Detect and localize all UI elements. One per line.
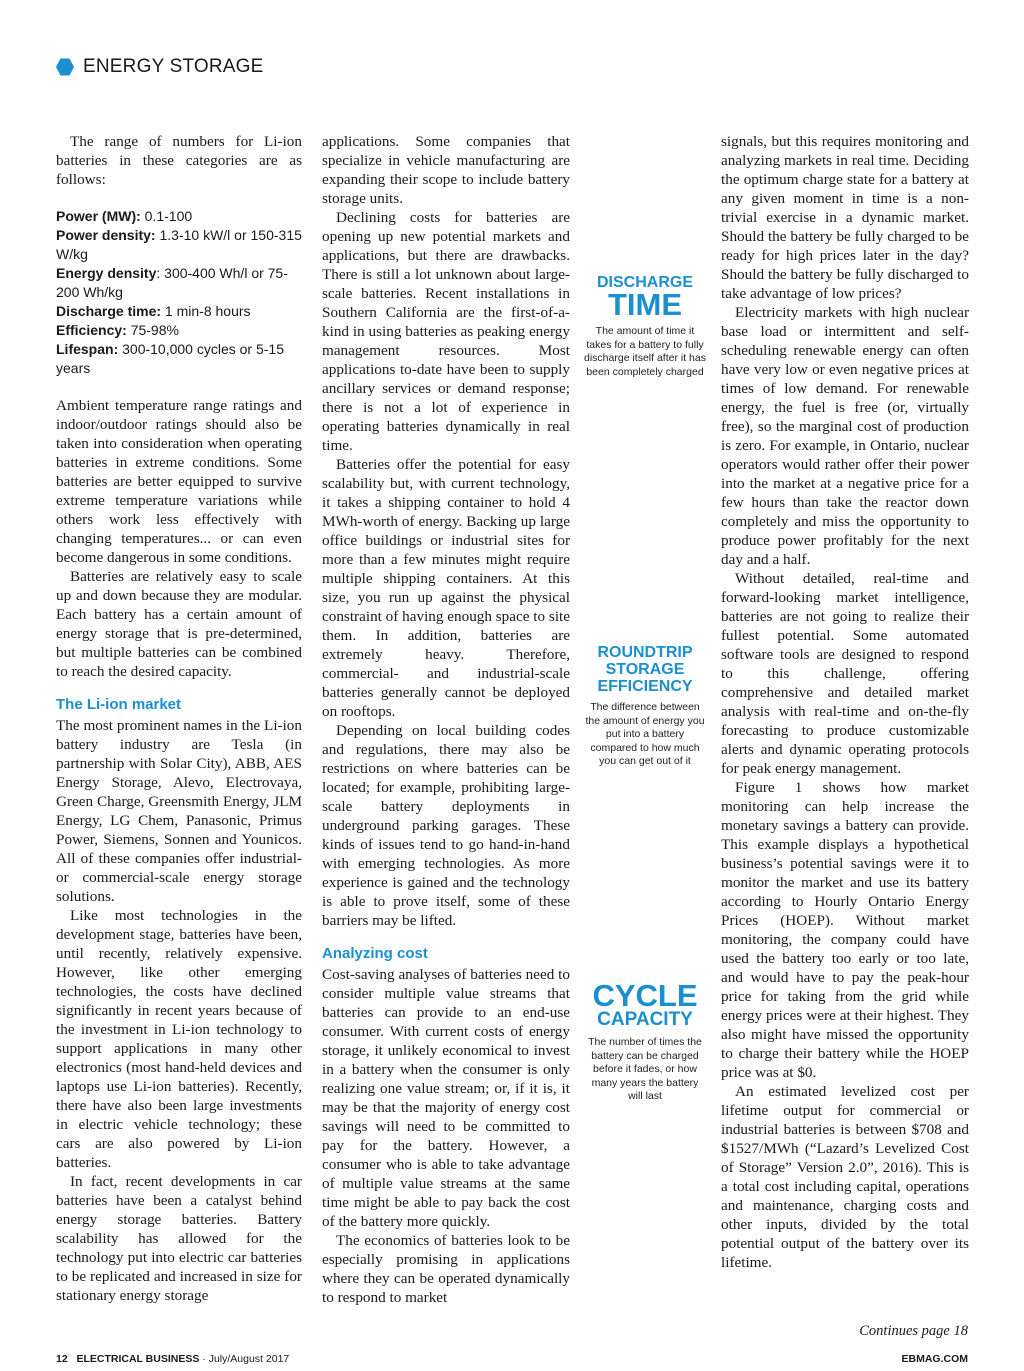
magazine-name: ELECTRICAL BUSINESS <box>76 1353 200 1365</box>
website[interactable]: EBMAG.COM <box>901 1353 968 1365</box>
subheading-li-ion-market: The Li-ion market <box>56 696 182 713</box>
body-paragraph: An estimated levelized cost per lifetime output for commercial or industrial batteries is between $708 and $1527/MWh (“Lazard’s Levelized Cost of Storage” Version 2.0”, 2016). This is a total cost including capital, operations and maintenance, charging costs and other inputs, divided by the total potential output of the battery over its lifetime. <box>721 1083 969 1271</box>
spec-item: Power density: 1.3-10 kW/l or 150-315 W/kg <box>56 227 302 262</box>
definition-term-big: CYCLE <box>592 978 698 1013</box>
body-paragraph: Declining costs for batteries are opening up new potential markets and applications, but there are drawbacks. There is still a lot unknown about large-scale batteries. Recent installations in Southern California are the first-of-a-kind in using batteries as peaking energy management resources. Most applications to-date have been to supply ancillary services or demand response; there is not a lot of experience in operating batteries dynamically in real time. <box>322 209 570 454</box>
definition-cycle-capacity <box>584 978 706 1104</box>
definition-roundtrip-efficiency <box>584 644 706 769</box>
definition-term-small: DISCHARGE <box>596 274 693 291</box>
subheading-analyzing-cost: Analyzing cost <box>322 945 428 962</box>
body-paragraph: Electricity markets with high nuclear base load or intermittent and self-scheduling renewable energy can often have very low or even negative prices at times of low demand. For renewable energy, the fuel is free (or, virtually free), so the marginal cost of production is zero. For example, in Ontario, nuclear operators would rather offer their power into the market at a negative price for a few hours than take the reactor down completely and miss the opportunity to produce power profitably for the next day and a half. <box>721 304 969 568</box>
body-paragraph: Without detailed, real-time and forward-looking market intelligence, batteries are not going to realize their fullest potential. Some automated software tools are designed to respond to this challenge, offering comprehensive and detailed market analysis with real-time and on-the-fly forecasting to produce customizable alerts and dynamic operating protocols for peak energy management. <box>721 570 969 777</box>
body-paragraph: Batteries offer the potential for easy scalability but, with current technology, it takes a shipping container to hold 4 MWh-worth of energy. Backing up large office buildings or industrial sites for more than a few minutes might require multiple shipping containers. At this size, you run up against the physical constraint of having enough space to site them. In addition, batteries are extremely heavy. Therefore, commercial- and industrial-scale batteries generally cannot be deployed on rooftops. <box>322 456 570 720</box>
definition-term-line: STORAGE <box>605 661 685 678</box>
column-4 <box>721 132 969 1272</box>
page-header <box>56 56 264 78</box>
definition-text: The difference between the amount of energy you put into a battery compared to how much you can get out of it <box>585 701 705 767</box>
footer-left <box>56 1353 289 1365</box>
section-title: ENERGY STORAGE <box>83 56 264 77</box>
body-paragraph: signals, but this requires monitoring and analyzing markets in real time. Deciding the optimum charge state for a battery at any given moment in time is a non-trivial exercise in a dynamic market. Should the battery be fully charged to be ready for high prices later in the day? Should the battery be fully discharged to take advantage of low prices? <box>721 133 969 302</box>
spec-list <box>56 207 302 378</box>
intro-paragraph: The range of numbers for Li-ion batteries in these categories are as follows: <box>56 133 302 188</box>
definition-term-line: ROUNDTRIP <box>597 644 693 661</box>
column-2 <box>322 132 570 1307</box>
spec-item: Efficiency: 75-98% <box>56 322 179 338</box>
continues-link[interactable]: Continues page 18 <box>859 1323 968 1339</box>
spec-item: Power (MW): 0.1-100 <box>56 208 193 224</box>
column-1 <box>56 132 302 1305</box>
issue-date: · July/August 2017 <box>199 1353 290 1365</box>
definition-text: The amount of time it takes for a battery to fully discharge itself after it has been completely charged <box>584 325 706 378</box>
body-paragraph: Cost-saving analyses of batteries need to consider multiple value streams that batteries can provide to an end-use consumer. With current costs of energy storage, it unlikely economical to invest in a battery when the consumer is only realizing one value stream; or, if it is, it may be that the majority of energy cost savings will need to be committed to pay for the battery. However, a consumer who is able to take advantage of multiple value streams at the same time might be able to pay back the cost of the battery more quickly. <box>322 966 570 1230</box>
body-paragraph: Like most technologies in the development stage, batteries have been, until recently, relatively expensive. However, like other emerging technologies, the costs have declined significantly in recent years because of the investment in Li-ion technology to support applications in many other electronics (most hand-held devices and laptops use Li-ion batteries). Recently, there have also been large investments in electric vehicle technology; these cars are also powered by Li-ion batteries. <box>56 907 302 1171</box>
definition-term-line: EFFICIENCY <box>597 678 693 695</box>
definition-text: The number of times the battery can be charged before it fades, or how many years the battery will last <box>588 1036 702 1102</box>
definition-term-small: CAPACITY <box>597 1009 693 1030</box>
definition-discharge-time <box>584 274 706 379</box>
definition-term-big: TIME <box>607 287 683 322</box>
body-paragraph: Ambient temperature range ratings and indoor/outdoor ratings should also be taken into consideration when operating batteries in extreme conditions. Some batteries are better equipped to survive extreme temperature variations while others work less effectively with changing temperatures... or can even become dangerous in some conditions. <box>56 397 302 566</box>
body-paragraph: In fact, recent developments in car batteries have been a catalyst behind energy storage batteries. Battery scalability has allowed for the technology put into electric car batteries to be replicated and increased in size for stationary energy storage <box>56 1173 302 1304</box>
body-paragraph: Figure 1 shows how market monitoring can help increase the monetary savings a battery can provide. This example displays a hypothetical business’s potential savings were it to monitor the market and use its battery according to Hourly Ontario Energy Prices (HOEP). Without market monitoring, the company could have used the battery too early or too late, and would have to pay the peak-hour price for taking from the grid while energy prices were at their highest. They also might have missed the opportunity to charge their battery while the HOEP price was at $0. <box>721 779 969 1081</box>
spec-item: Energy density: 300-400 Wh/l or 75-200 Wh/kg <box>56 265 288 300</box>
body-paragraph: applications. Some companies that specialize in vehicle manufacturing are expanding their scope to include battery storage units. <box>322 133 570 207</box>
body-paragraph: The most prominent names in the Li-ion battery industry are Tesla (in partnership with Solar City), ABB, AES Energy Storage, Alevo, Electrovaya, Green Charge, Greensmith Energy, JLM Energy, LG Chem, Panasonic, Primus Power, Siemens, Sonnen and Younicos. All of these companies offer industrial- or commercial-scale energy storage solutions. <box>56 717 302 905</box>
body-paragraph: Batteries are relatively easy to scale up and down because they are modular. Each battery has a certain amount of energy storage that is pre-determined, but multiple batteries can be combined to reach the desired capacity. <box>56 568 302 680</box>
spec-item: Lifespan: 300-10,000 cycles or 5-15 years <box>56 341 284 376</box>
body-paragraph: Depending on local building codes and regulations, there may also be restrictions on where batteries can be located; for example, prohibiting large-scale battery deployments in underground parking garages. These kinds of issues tend to go hand-in-hand with emerging technologies. As more experience is gained and the technology is able to prove itself, some of these barriers may be lifted. <box>322 722 570 929</box>
spec-item: Discharge time: 1 min-8 hours <box>56 303 251 319</box>
body-paragraph: The economics of batteries look to be especially promising in applications where they can be operated dynamically to respond to market <box>322 1232 570 1306</box>
hexagon-icon <box>56 58 74 76</box>
page-number: 12 <box>56 1353 68 1365</box>
